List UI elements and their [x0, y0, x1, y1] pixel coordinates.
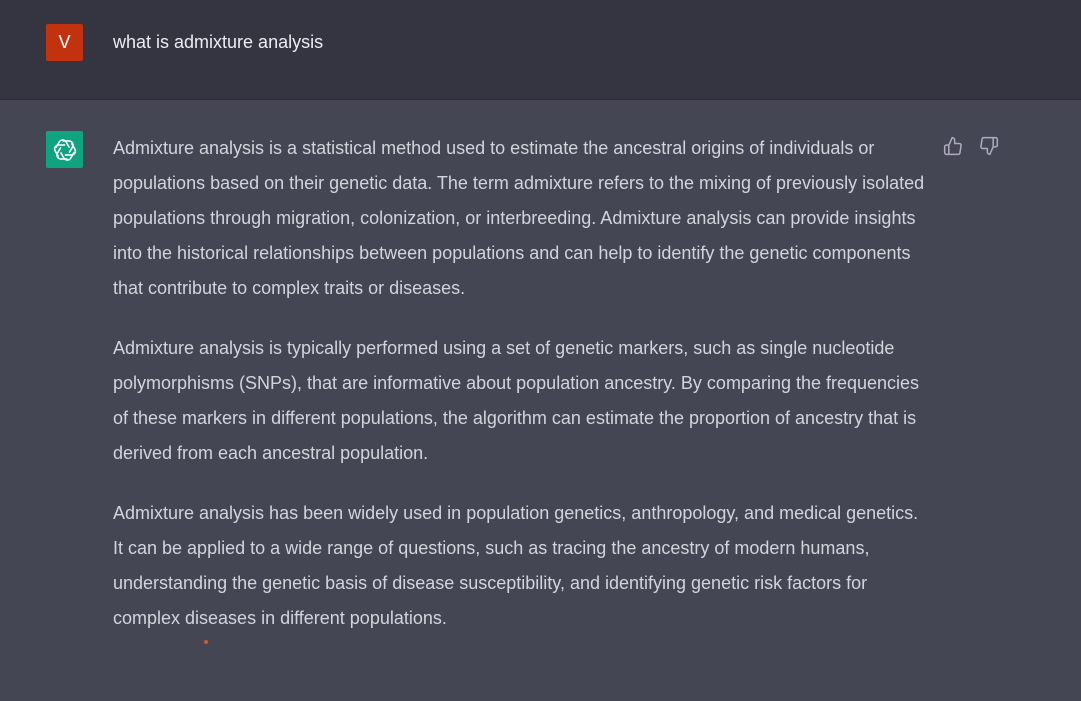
openai-logo-icon	[52, 137, 78, 163]
assistant-answer	[113, 131, 933, 661]
typing-cursor-dot	[204, 640, 208, 644]
feedback-buttons	[942, 135, 1000, 157]
answer-paragraph-3: Admixture analysis has been widely used in population genetics, anthropology, and medical genetics. It can be applied to a wide range of questions, such as tracing the ancestry of modern humans, understanding the genetic basis of disease susceptibility, and identifying genetic risk factors for complex diseases in different populations.	[113, 503, 919, 628]
user-avatar: V	[46, 24, 83, 61]
user-message-text: what is admixture analysis	[113, 32, 324, 52]
answer-paragraph-2: Admixture analysis is typically performed using a set of genetic markers, such as single nucleotide polymorphisms (SNPs), that are informative about population ancestry. By comparing the frequencies of these markers in different populations, the algorithm can estimate the proportion of ancestry that is derived from each ancestral population.	[113, 338, 920, 463]
thumbs-down-button[interactable]	[978, 135, 1000, 157]
user-message-row	[0, 0, 1081, 100]
answer-paragraph-1: Admixture analysis is a statistical method used to estimate the ancestral origins of individuals or populations based on their genetic data. The term admixture refers to the mixing of previously isolated populations through migration, colonization, or interbreeding. Admixture analysis can provide insights into the historical relationships between populations and can help to identify the genetic components that contribute to complex traits or diseases.	[113, 138, 925, 298]
thumbs-down-icon	[979, 136, 999, 156]
thumbs-up-button[interactable]	[942, 135, 964, 157]
thumbs-up-icon	[943, 136, 963, 156]
assistant-message-row	[0, 100, 1081, 701]
assistant-avatar	[46, 131, 83, 168]
